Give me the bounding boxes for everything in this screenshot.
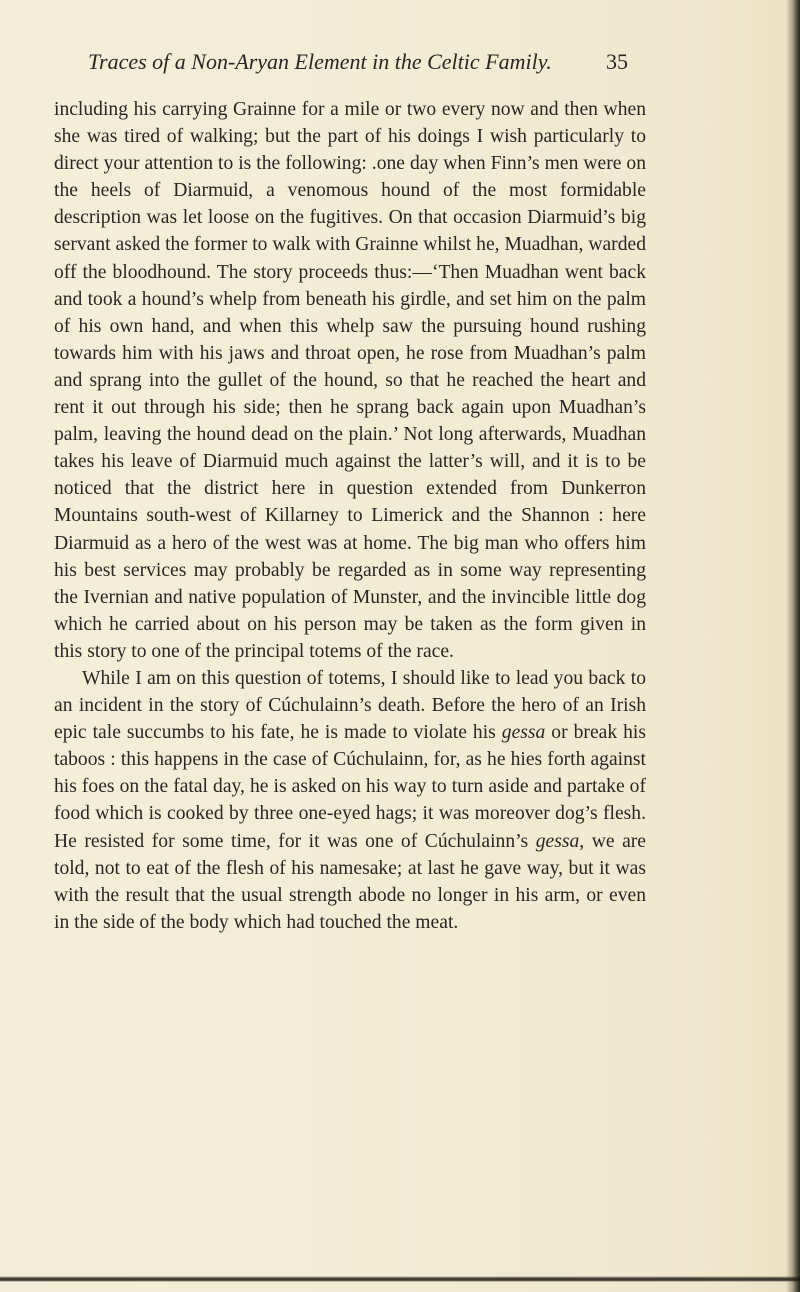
page-binding-edge <box>786 0 800 1292</box>
paragraph-2 <box>54 665 646 936</box>
paragraph-2-text-c: , we are told, not to eat of the flesh of his namesake; at last he gave way, but it was with the result that the usual strength abode no longer in his arm, or even in the side of the body which had touched the meat. <box>54 830 646 933</box>
body-text <box>54 96 646 936</box>
paragraph-2-text-b: or break his taboos : this happens in the case of Cúchulainn, for, as he hies forth against his foes on the fatal day, he is asked on his way to turn aside and partake of food which is cooked by three one-eyed hags; it was moreover dog’s flesh. He resisted for some time, for it was one of Cúchulainn’s <box>54 722 646 852</box>
paragraph-1-text: including his carrying Grainne for a mile or two every now and then when she was tired of walking; but the part of his doings I wish particularly to direct your attention to is the following: .one day when Finn’s men were on the heels of Diarmuid, a venomous hound of the most formidable description was let loose on the fugitives. On that occasion Diarmuid’s big servant asked the former to walk with Grainne whilst he, Muadhan, warded off the bloodhound. The story proceeds thus:—‘Then Muadhan went back and took a hound’s whelp from beneath his girdle, and set him on the palm of his own hand, and when this whelp saw the pursuing hound rushing towards him with his jaws and throat open, he rose from Muadhan’s palm and sprang into the gullet of the hound, so that he reached the heart and rent it out through his side; then he sprang back again upon Muadhan’s palm, leaving the hound dead on the plain.’ Not long afterwards, Muadhan takes his leave of Diarmuid much against the latter’s will, and it is to be noticed that the district here in question extended from Dunkerron Mountains south-west of Killarney to Limerick and the Shannon : here Diarmuid as a hero of the west was at home. The big man who offers him his best services may probably be regarded as in some way representing the Ivernian and native population of Munster, and the invincible little dog which he carried about on his person may be taken as the form given in this story to one of the principal totems of the race. <box>54 99 646 662</box>
paragraph-2-italic-gessa-2: gessa <box>535 830 580 852</box>
paragraph-2-italic-gessa-1: gessa <box>501 722 546 744</box>
running-head: Traces of a Non-Aryan Element in the Celtic Family. <box>88 49 552 74</box>
page-header <box>88 46 628 78</box>
paragraph-1 <box>54 96 646 665</box>
page-number: 35 <box>606 49 628 74</box>
paragraph-2-text-a: While I am on this question of totems, I should like to lead you back to an incident in the story of Cúchulainn’s death. Before the hero of an Irish epic tale succumbs to his fate, he is made to violate his <box>54 667 646 744</box>
page-bottom-edge <box>0 1276 800 1282</box>
